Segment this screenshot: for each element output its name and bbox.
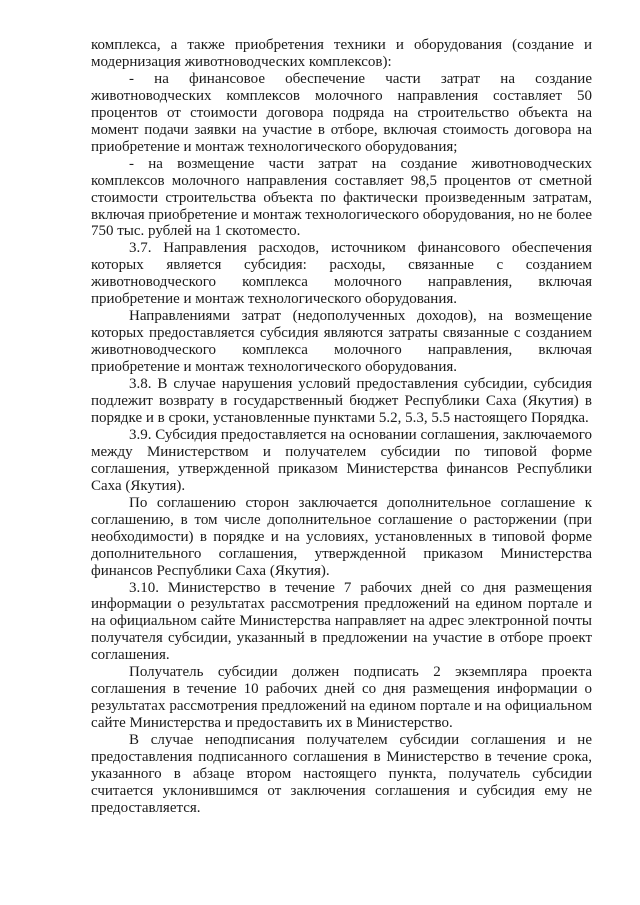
paragraph-continuation: комплекса, а также приобретения техники и оборудования (создание и модернизация животноводческих комплексов): — [91, 37, 592, 70]
paragraph-3-10: 3.10. Министерство в течение 7 рабочих дней со дня размещения информации о результатах рассмотрения предложений на едином портале и на официальном сайте Министерства направляет на адрес электронной почты получателя субсидии, указанный в предложении на участие в отборе проект соглашения. — [91, 579, 592, 664]
paragraph-additional-agreement: По соглашению сторон заключается дополнительное соглашение к соглашению, в том числе дополнительное соглашение о расторжении (при необходимости) в порядке и на условиях, установленных в типовой форме дополнительного соглашения, утвержденной приказом Министерства финансов Республики Саха (Якутия). — [91, 494, 592, 579]
document-body — [91, 37, 592, 817]
paragraph-financial-support: - на финансовое обеспечение части затрат на создание животноводческих комплексов молочного направления составляет 50 процентов от стоимости договора подряда на строительство объекта на момент подачи заявки на участие в отборе, включая стоимость договора на приобретение и монтаж технологического оборудования; — [91, 70, 592, 155]
paragraph-reimbursement: - на возмещение части затрат на создание животноводческих комплексов молочного направления составляет 98,5 процентов от сметной стоимости строительства объекта по фактически произведенным затратам, включая приобретение и монтаж технологического оборудования, но не более 750 тыс. рублей на 1 скотоместо. — [91, 155, 592, 240]
paragraph-cost-directions: Направлениями затрат (недополученных доходов), на возмещение которых предоставляется субсидия являются затраты связанные с созданием животноводческого комплекса молочного направления, включая приобретение и монтаж технологического оборудования. — [91, 308, 592, 376]
paragraph-refusal: В случае неподписания получателем субсидии соглашения и не предоставления подписанного соглашения в Министерство в течение срока, указанного в абзаце втором настоящего пункта, получатель субсидии считается уклонившимся от заключения соглашения и субсидия ему не предоставляется. — [91, 732, 592, 816]
paragraph-signing: Получатель субсидии должен подписать 2 экземпляра проекта соглашения в течение 10 рабочих дней со дня размещения информации о результатах рассмотрения предложений на едином портале и на официальном сайте Министерства и предоставить их в Министерство. — [91, 664, 592, 732]
paragraph-3-9: 3.9. Субсидия предоставляется на основании соглашения, заключаемого между Министерством и получателем субсидии по типовой форме соглашения, утвержденной приказом Министерства финансов Республики Саха (Якутия). — [91, 426, 592, 494]
paragraph-3-8: 3.8. В случае нарушения условий предоставления субсидии, субсидия подлежит возврату в государственный бюджет Республики Саха (Якутия) в порядке и в сроки, установленные пунктами 5.2, 5.3, 5.5 настоящего Порядка. — [91, 376, 592, 426]
paragraph-3-7: 3.7. Направления расходов, источником финансового обеспечения которых является субсидия: расходы, связанные с созданием животноводческого комплекса молочного направления, включая приобретение и монтаж технологического оборудования. — [91, 240, 592, 308]
